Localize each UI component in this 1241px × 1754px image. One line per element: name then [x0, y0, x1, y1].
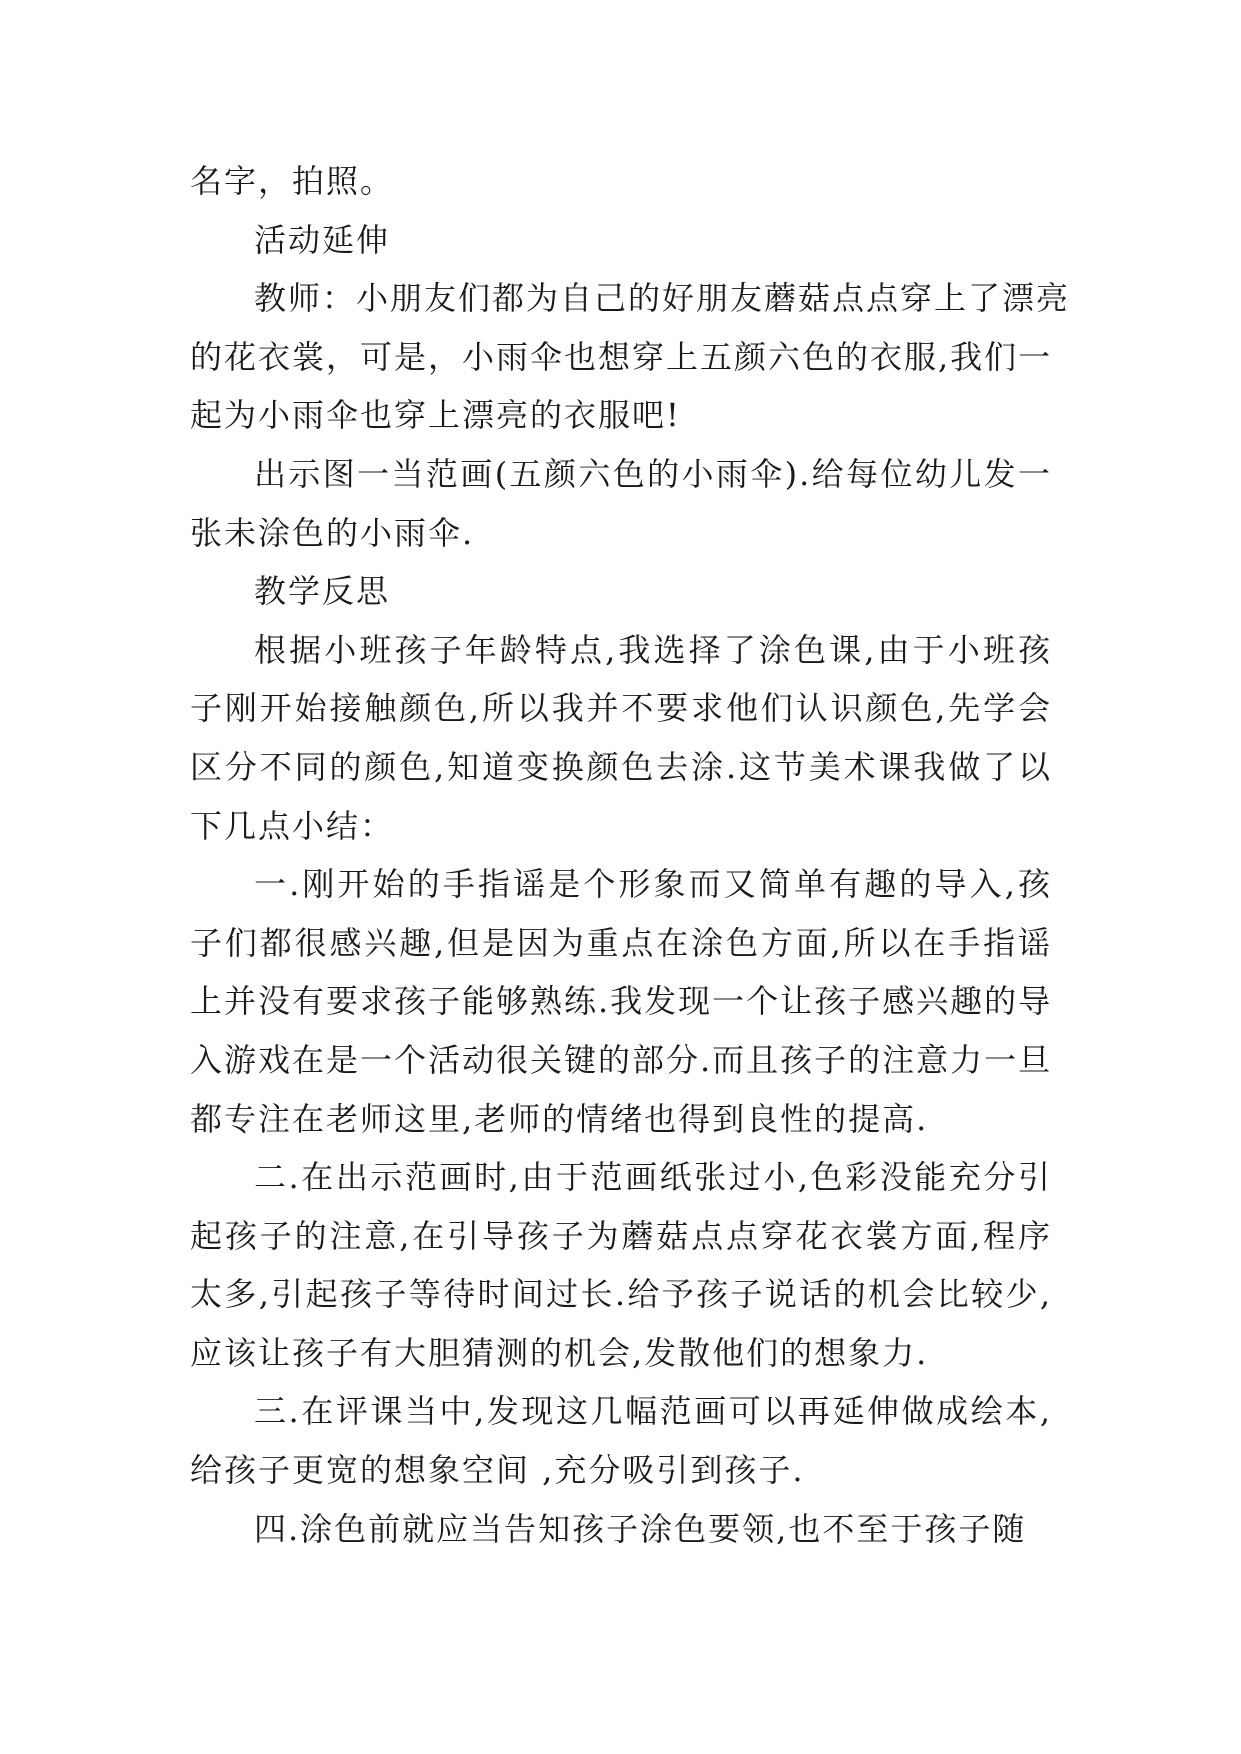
paragraph	[190, 211, 1052, 270]
text-line: 起孩子的注意,在引导孩子为蘑菇点点穿花衣裳方面,程序	[190, 1216, 1052, 1255]
text-line: 给孩子更宽的想象空间 ,充分吸引到孩子.	[190, 1451, 805, 1490]
paragraph	[190, 152, 1052, 211]
text-line: 一.刚开始的手指谣是个形象而又简单有趣的导入,孩	[254, 865, 1052, 904]
paragraph	[190, 445, 1052, 562]
text-line: 太多,引起孩子等待时间过长.给予孩子说话的机会比较少,	[190, 1275, 1052, 1314]
text-line: 子刚开始接触颜色,所以我并不要求他们认识颜色,先学会	[190, 689, 1052, 728]
text-line: 的花衣裳，可是，小雨伞也想穿上五颜六色的衣服,我们一	[190, 337, 1053, 376]
paragraph	[190, 855, 1052, 1148]
paragraph	[190, 1382, 1052, 1499]
paragraph	[190, 1500, 1052, 1559]
text-line: 入游戏在是一个活动很关键的部分.而且孩子的注意力一旦	[190, 1040, 1053, 1079]
text-line: 出示图一当范画(五颜六色的小雨伞).给每位幼儿发一	[254, 454, 1052, 493]
document-body	[190, 152, 1071, 1558]
text-line: 起为小雨伞也穿上漂亮的衣服吧!	[190, 396, 681, 435]
text-line: 四.涂色前就应当告知孩子涂色要领,也不至于孩子随	[254, 1509, 1027, 1548]
text-line: 教师：小朋友们都为自己的好朋友蘑菇点点穿上了漂亮	[254, 279, 1071, 318]
text-line: 活动延伸	[254, 220, 391, 259]
paragraph	[190, 562, 1052, 621]
text-line: 都专注在老师这里,老师的情绪也得到良性的提高.	[190, 1099, 929, 1138]
paragraph	[190, 269, 1071, 445]
text-line: 根据小班孩子年龄特点,我选择了涂色课,由于小班孩	[254, 630, 1052, 669]
text-line: 下几点小结：	[190, 806, 395, 845]
text-line: 二.在出示范画时,由于范画纸张过小,色彩没能充分引	[254, 1158, 1052, 1197]
text-line: 应该让孩子有大胆猜测的机会,发散他们的想象力.	[190, 1333, 929, 1372]
text-line: 教学反思	[254, 572, 391, 611]
text-line: 名字，拍照。	[190, 162, 395, 200]
text-line: 子们都很感兴趣,但是因为重点在涂色方面,所以在手指谣	[190, 923, 1052, 962]
text-line: 三.在评课当中,发现这几幅范画可以再延伸做成绘本,	[254, 1392, 1052, 1431]
text-line: 区分不同的颜色,知道变换颜色去涂.这节美术课我做了以	[190, 747, 1052, 786]
paragraph	[190, 1148, 1052, 1382]
text-line: 张未涂色的小雨伞.	[190, 513, 475, 552]
text-line: 上并没有要求孩子能够熟练.我发现一个让孩子感兴趣的导	[190, 982, 1053, 1021]
paragraph	[190, 621, 1052, 855]
